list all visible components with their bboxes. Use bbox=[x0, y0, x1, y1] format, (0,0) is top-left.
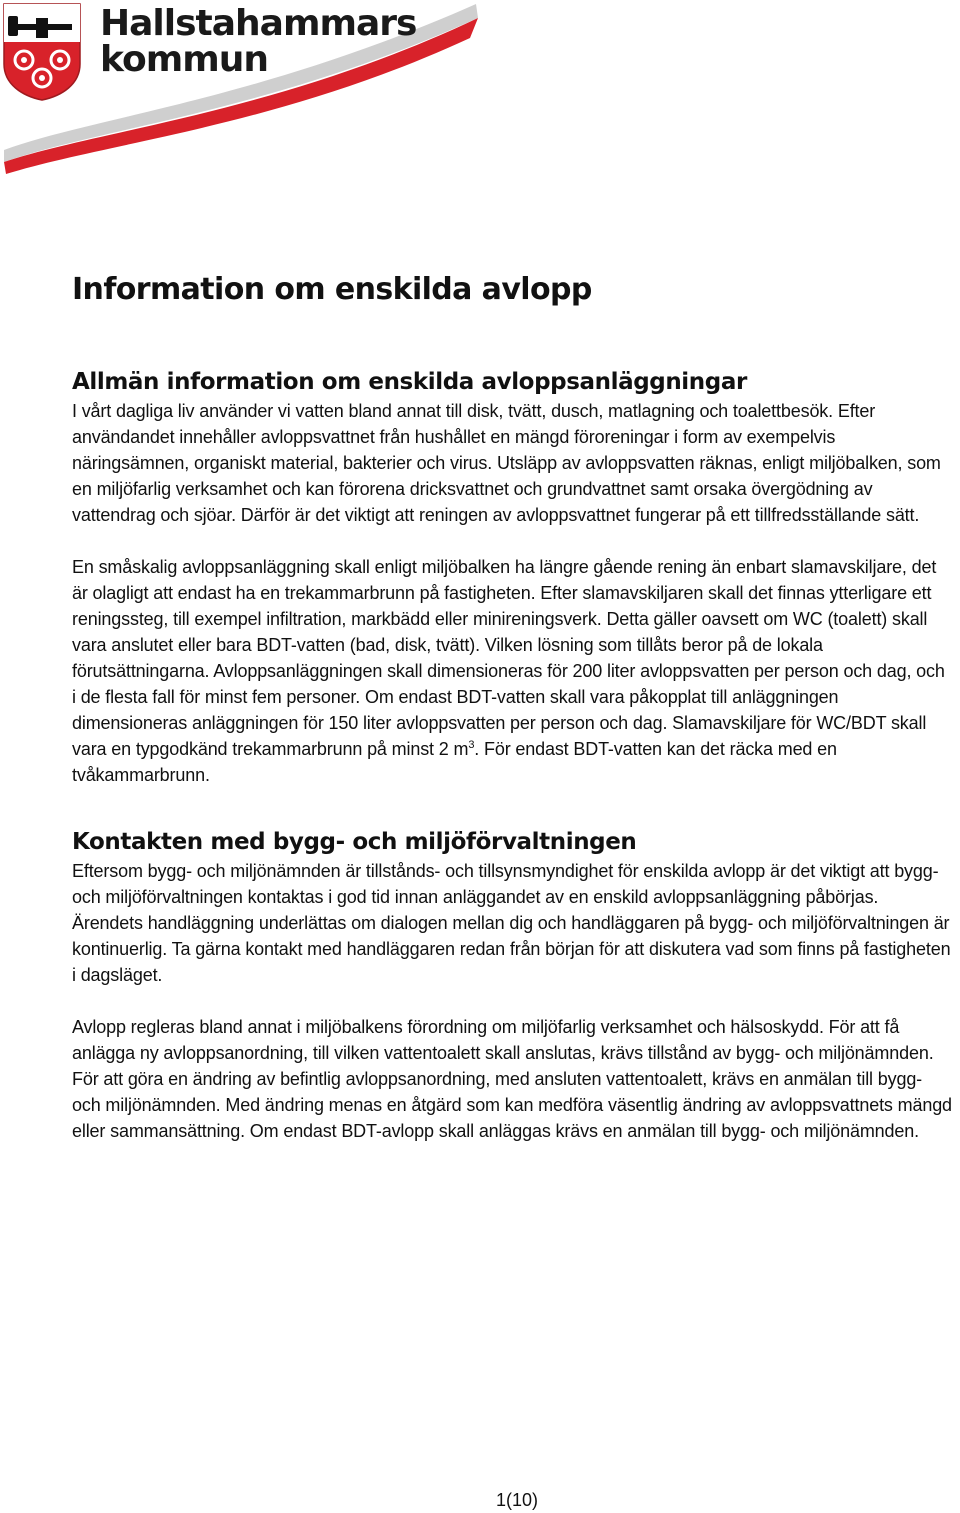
document-body bbox=[72, 268, 952, 1144]
organization-name-line1: Hallstahammars bbox=[100, 3, 417, 44]
paragraph-treatment-text: En småskalig avloppsanläggning skall enligt miljöbalken ha längre gående rening än enbart slamavskiljare, det är olagligt att endast ha en trekammarbrunn på fastigheten. Efter slamavskiljaren skall det finnas ytterligare ett reningssteg, till exempel infiltration, markbädd eller minireningsverk. Detta gäller oavsett om WC (toalett) skall vara anslutet eller bara BDT-vatten (bad, disk, tvätt). Vilken lösning som tillåts beror på de lokala förutsättningarna. Avloppsanläggningen skall dimensioneras för 200 liter avloppsvatten per person och dag, och i de flesta fall för minst fem personer. Om endast BDT-vatten skall vara påkopplat till anläggningen dimensioneras anläggningen för 150 liter avloppsvatten per person och dag. Slamavskiljare för WC/BDT skall vara en typgodkänd trekammarbrunn på minst 2 m bbox=[72, 557, 945, 759]
paragraph-wastewater-intro: I vårt dagliga liv använder vi vatten bland annat till disk, tvätt, dusch, matlagning och toalettbesök. Efter användandet innehåller avloppsvattnet från hushållet en mängd föroreningar i form av exempelvis näringsämnen, organiskt material, bakterier och virus. Utsläpp av avloppsvatten räknas, enligt miljöbalken, som en miljöfarlig verksamhet och kan förorena dricksvattnet och grundvattnet samt orsaka övergödning av vattendrag och sjöar. Därför är det viktigt att reningen av avloppsvattnet fungerar på ett tillfredsställande sätt. bbox=[72, 401, 941, 525]
section-heading-contact: Kontakten med bygg- och miljöförvaltningen bbox=[72, 829, 637, 855]
document-title: Information om enskilda avlopp bbox=[72, 272, 592, 307]
organization-name bbox=[100, 3, 417, 80]
paragraph-treatment-requirements bbox=[72, 554, 952, 788]
header-logo bbox=[0, 0, 500, 180]
paragraph-contact-authority: Eftersom bygg- och miljönämnden är tillstånds- och tillsynsmyndighet för enskilda avlopp är det viktigt att bygg- och miljöförvaltningen kontaktas i god tid innan anläggandet av en enskild avloppsanläggning påbörjas. Ärendets handläggning underlättas om dialogen mellan dig och handläggaren på bygg- och miljöförvaltningen är kontinuerlig. Ta gärna kontakt med handläggaren redan från början för att diskutera vad som finns på fastigheten i dagsläget. bbox=[72, 861, 951, 985]
page-number: 1(10) bbox=[495, 1490, 539, 1510]
organization-name-line2: kommun bbox=[100, 39, 268, 80]
paragraph-treatment-text-end: . För endast BDT-vatten kan det räcka med en tvåkammarbrunn. bbox=[72, 739, 837, 785]
coat-of-arms-icon bbox=[2, 2, 82, 102]
section-heading-general-info: Allmän information om enskilda avloppsanläggningar bbox=[72, 369, 747, 395]
superscript-cubic: 3 bbox=[468, 739, 475, 751]
paragraph-permit-rules: Avlopp regleras bland annat i miljöbalkens förordning om miljöfarlig verksamhet och hälsoskydd. För att få anlägga ny avloppsanordning, till vilken vattentoalett skall anslutas, krävs tillstånd av bygg- och miljönämnden. För att göra en ändring av befintlig avloppsanordning, med ansluten vattentoalett, krävs en anmälan till bygg- och miljönämnden. Med ändring menas en åtgärd som kan medföra väsentlig ändring av avloppsvattnets mängd eller sammansättning. Om endast BDT-avlopp skall anläggas krävs en anmälan till bygg- och miljönämnden. bbox=[72, 1017, 952, 1141]
